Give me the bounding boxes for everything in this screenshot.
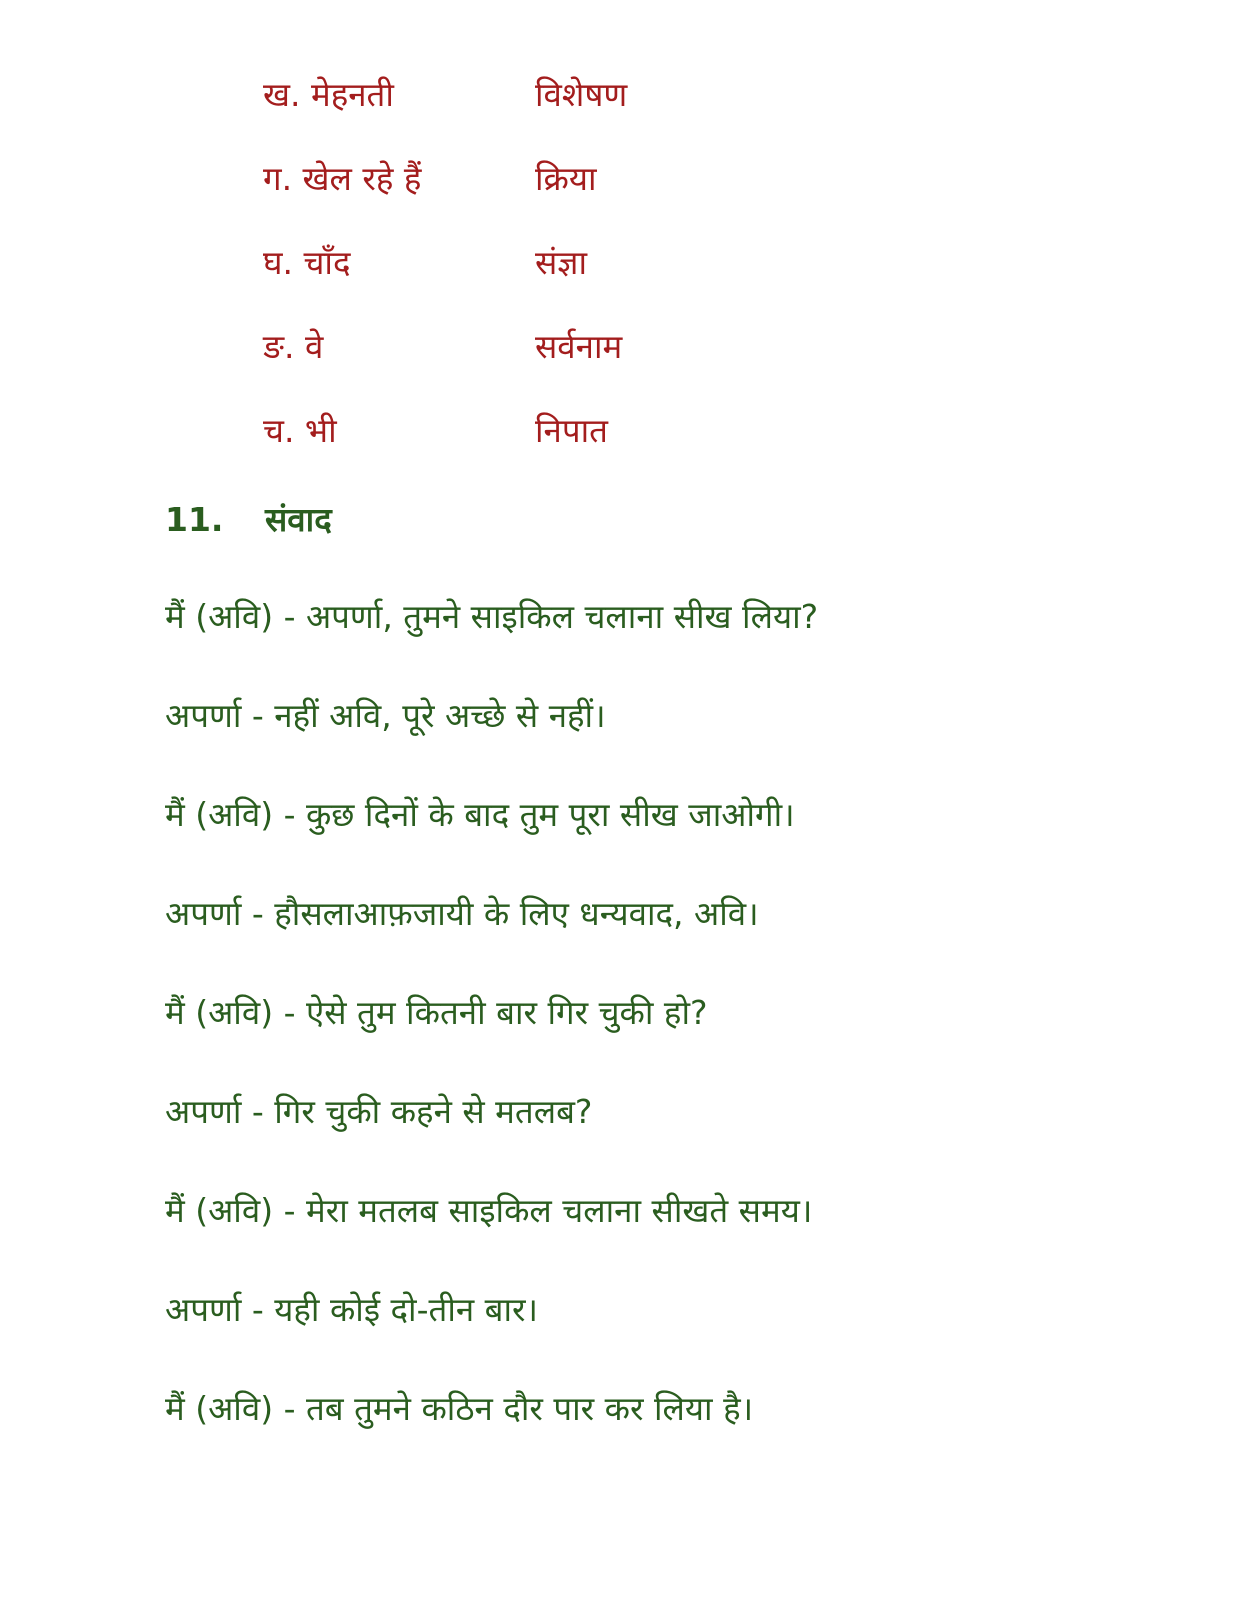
answer-row <box>263 406 963 456</box>
dialogue-line: मैं (अवि) - मेरा मतलब साइकिल चलाना सीखते समय। <box>165 1191 813 1230</box>
answer-type: क्रिया <box>535 159 597 198</box>
answer-type: निपात <box>535 411 608 450</box>
dialogue-line: मैं (अवि) - ऐसे तुम कितनी बार गिर चुकी हो? <box>165 993 708 1032</box>
answer-word: घ. चाँद <box>263 243 351 282</box>
answer-row <box>263 322 963 372</box>
answer-row <box>263 70 963 120</box>
dialogue-line: अपर्णा - यही कोई दो-तीन बार। <box>165 1290 539 1329</box>
answer-row <box>263 238 963 288</box>
answer-word: ङ. वे <box>263 327 324 366</box>
dialogue-line: अपर्णा - नहीं अवि, पूरे अच्छे से नहीं। <box>165 696 606 735</box>
answer-word: ग. खेल रहे हैं <box>263 159 422 198</box>
answer-type: विशेषण <box>535 75 628 114</box>
dialogue-line: अपर्णा - गिर चुकी कहने से मतलब? <box>165 1092 593 1131</box>
section-number: 11. <box>165 500 224 539</box>
answer-row <box>263 154 963 204</box>
answer-word: ख. मेहनती <box>263 75 394 114</box>
dialogue-line: मैं (अवि) - कुछ दिनों के बाद तुम पूरा सीख जाओगी। <box>165 795 795 834</box>
answer-word: च. भी <box>263 411 337 450</box>
dialogue-line: मैं (अवि) - अपर्णा, तुमने साइकिल चलाना सीख लिया? <box>165 597 819 636</box>
answer-type: संज्ञा <box>535 243 588 282</box>
dialogue-line: मैं (अवि) - तब तुमने कठिन दौर पार कर लिया है। <box>165 1389 754 1428</box>
dialogue-line: अपर्णा - हौसलाआफ़जायी के लिए धन्यवाद, अवि। <box>165 894 759 933</box>
section-title: संवाद <box>265 500 332 539</box>
answer-type: सर्वनाम <box>535 327 623 366</box>
